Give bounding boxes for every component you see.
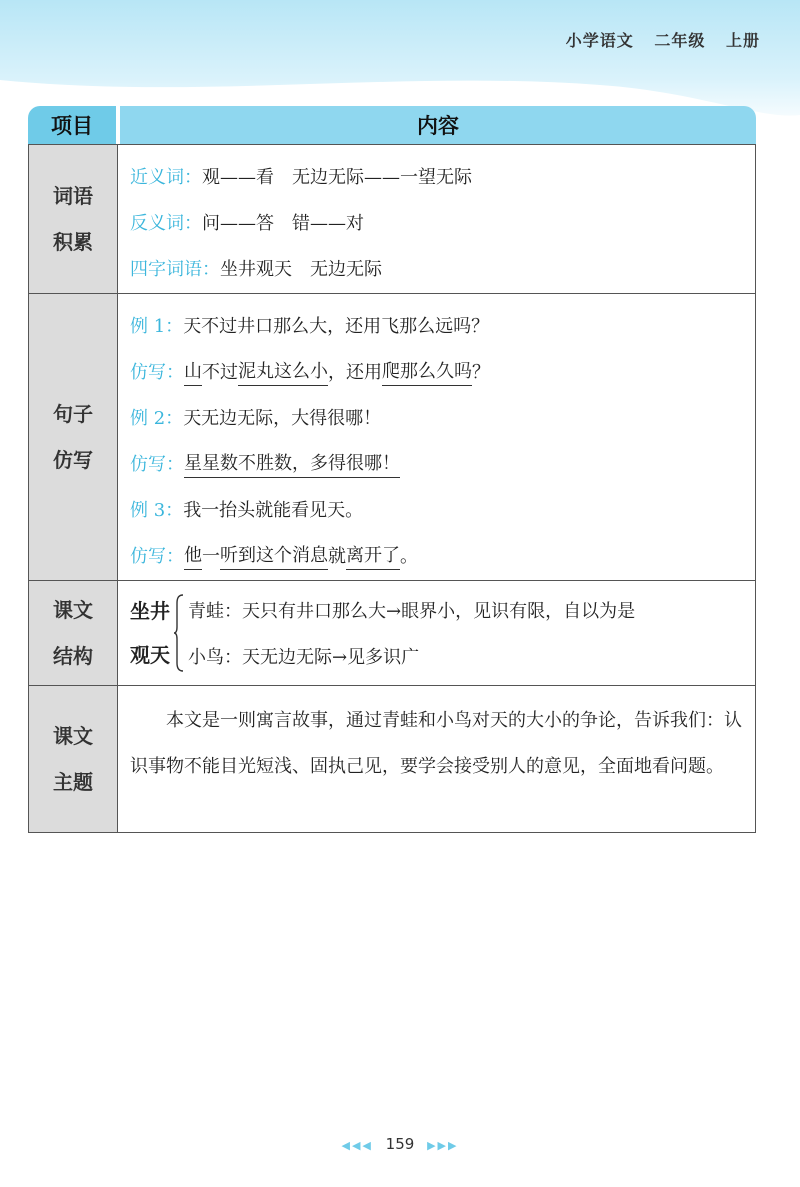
example-1 bbox=[130, 302, 743, 348]
row-label-vocabulary bbox=[29, 145, 118, 293]
right-arrows-icon: ▶▶▶ bbox=[427, 1139, 459, 1152]
table-header bbox=[28, 106, 756, 144]
plain-text: 不过 bbox=[202, 362, 238, 383]
plain-text: 一 bbox=[202, 546, 220, 567]
plain-text: 就 bbox=[328, 546, 346, 567]
synonyms-label: 近义词： bbox=[130, 167, 202, 188]
example-3-text: 我一抬头就能看见天。 bbox=[183, 500, 364, 521]
structure-branch-bird: 小鸟：天无边无际→见多识广 bbox=[188, 647, 420, 668]
synonyms-line bbox=[130, 153, 743, 199]
row-label-sentences bbox=[29, 294, 118, 580]
label-line: 主题 bbox=[53, 770, 93, 794]
example-1-text: 天不过井口那么大，还用飞那么远吗？ bbox=[183, 316, 490, 337]
plain-text: ，还用 bbox=[328, 362, 382, 383]
label-line: 词语 bbox=[53, 184, 93, 208]
example-2-label: 例 2： bbox=[130, 408, 184, 429]
idioms-label: 四字词语： bbox=[130, 259, 220, 280]
imitation-1 bbox=[130, 348, 743, 394]
row-label-theme bbox=[29, 686, 118, 832]
page-footer bbox=[0, 1135, 800, 1153]
plain-text: 。 bbox=[400, 546, 418, 567]
label-line: 结构 bbox=[53, 644, 93, 668]
example-2-text: 天无边无际，大得很哪！ bbox=[183, 408, 382, 429]
row-structure bbox=[29, 580, 755, 685]
lesson-title bbox=[130, 589, 170, 677]
lesson-title-line: 观天 bbox=[130, 643, 170, 667]
row-vocabulary bbox=[29, 144, 755, 293]
antonyms-line bbox=[130, 199, 743, 245]
table-body bbox=[28, 144, 756, 833]
imitation-2-label: 仿写： bbox=[130, 454, 184, 475]
theme-paragraph: 本文是一则寓言故事，通过青蛙和小鸟对天的大小的争论，告诉我们：认识事物不能目光短浅、固执己见，要学会接受别人的意见，全面地看问题。 bbox=[130, 710, 742, 777]
label-line: 课文 bbox=[53, 598, 93, 622]
sentences-content bbox=[118, 294, 755, 580]
header-volume: 上册 bbox=[725, 31, 760, 50]
page-number: 159 bbox=[385, 1135, 415, 1153]
label-line: 积累 bbox=[53, 230, 93, 254]
lesson-title-line: 坐井 bbox=[130, 599, 170, 623]
imitation-2 bbox=[130, 440, 743, 486]
idioms-line bbox=[130, 245, 743, 291]
idioms-value: 坐井观天 无边无际 bbox=[220, 259, 382, 280]
underlined-text: 他 bbox=[184, 541, 202, 570]
row-theme bbox=[29, 685, 755, 832]
underlined-text: 爬那么久吗 bbox=[382, 357, 472, 386]
column-header-item: 项目 bbox=[28, 106, 116, 144]
page-header bbox=[552, 28, 760, 51]
structure-branches bbox=[188, 587, 635, 679]
header-subject: 小学语文 bbox=[565, 31, 634, 50]
label-line: 仿写 bbox=[53, 448, 93, 472]
left-arrows-icon: ◀◀◀ bbox=[341, 1139, 373, 1152]
structure-branch-frog: 青蛙：天只有井口那么大→眼界小，见识有限，自以为是 bbox=[188, 601, 636, 622]
example-2 bbox=[130, 394, 743, 440]
vocabulary-content bbox=[118, 145, 755, 293]
underlined-text: 听到这个消息 bbox=[220, 541, 328, 570]
underlined-text: 泥丸这么小 bbox=[238, 357, 328, 386]
example-3 bbox=[130, 486, 743, 532]
antonyms-value: 问——答 错——对 bbox=[202, 213, 364, 234]
synonyms-value: 观——看 无边无际——一望无际 bbox=[202, 167, 472, 188]
header-grade: 二年级 bbox=[654, 31, 706, 50]
underlined-text: 山 bbox=[184, 357, 202, 386]
imitation-3-label: 仿写： bbox=[130, 546, 184, 567]
brace-icon bbox=[174, 593, 184, 673]
example-1-label: 例 1： bbox=[130, 316, 184, 337]
row-label-structure bbox=[29, 581, 118, 685]
plain-text: ？ bbox=[472, 362, 490, 383]
structure-diagram bbox=[130, 589, 743, 677]
label-line: 句子 bbox=[53, 402, 93, 426]
imitation-3 bbox=[130, 532, 743, 578]
underlined-text: 离开了 bbox=[346, 541, 400, 570]
theme-content bbox=[118, 686, 755, 832]
column-header-content: 内容 bbox=[120, 106, 756, 144]
example-3-label: 例 3： bbox=[130, 500, 184, 521]
label-line: 课文 bbox=[53, 724, 93, 748]
row-sentences bbox=[29, 293, 755, 580]
imitation-1-label: 仿写： bbox=[130, 362, 184, 383]
underlined-text: 星星数不胜数，多得很哪！ bbox=[184, 449, 400, 478]
structure-content bbox=[118, 581, 755, 685]
summary-table bbox=[28, 106, 756, 833]
antonyms-label: 反义词： bbox=[130, 213, 202, 234]
